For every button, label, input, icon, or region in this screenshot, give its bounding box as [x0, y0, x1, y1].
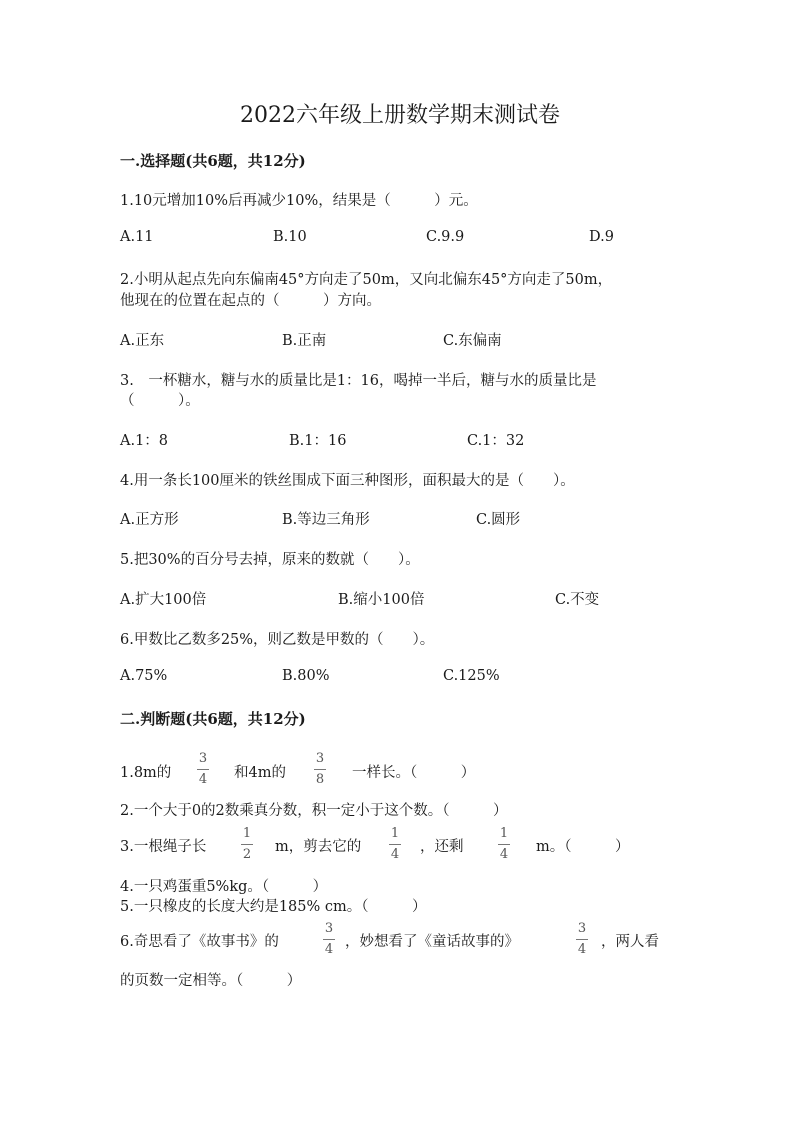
question-2-text-line2: 他现在的位置在起点的（ ）方向。 — [120, 293, 381, 309]
judge-1-text-c: 一样长。（ ） — [352, 765, 476, 781]
fraction-bar — [314, 769, 326, 770]
q1-option-d: D.9 — [589, 229, 614, 245]
judge-3-text-b: m，剪去它的 — [275, 839, 362, 855]
fraction-one-quarter — [386, 826, 404, 862]
fraction-denominator: 4 — [324, 942, 334, 957]
fraction-bar — [323, 939, 335, 940]
q3-option-a: A.1：8 — [120, 433, 169, 449]
q2-option-b: B.正南 — [282, 333, 327, 349]
q2-option-a: A.正东 — [120, 333, 165, 349]
fraction-numerator: 1 — [499, 826, 509, 841]
fraction-denominator: 4 — [198, 772, 208, 787]
q3-option-c: C.1：32 — [467, 433, 525, 449]
fraction-one-quarter — [495, 826, 513, 862]
fraction-bar — [241, 844, 253, 845]
section-heading-judgment: 二.判断题(共6题，共12分) — [120, 710, 306, 728]
judge-6-text-b: ，妙想看了《童话故事的》 — [345, 934, 519, 950]
q4-option-a: A.正方形 — [120, 512, 179, 528]
question-1-text: 1.10元增加10%后再减少10%，结果是（ ）元。 — [120, 193, 478, 209]
judge-3-text-c: ，还剩 — [420, 839, 464, 855]
q5-option-b: B.缩小100倍 — [338, 592, 425, 608]
question-3-text-line2: （ ）。 — [120, 393, 200, 409]
fraction-three-quarters — [573, 921, 591, 957]
judge-6-text-c: ，两人看 — [601, 934, 659, 950]
judge-4-text: 4.一只鸡蛋重5%kg。（ ） — [120, 879, 328, 895]
fraction-three-quarters — [320, 921, 338, 957]
fraction-numerator: 3 — [577, 921, 587, 936]
fraction-denominator: 2 — [242, 847, 252, 862]
q1-option-a: A.11 — [120, 229, 154, 245]
question-5-text: 5.把30%的百分号去掉，原来的数就（ ）。 — [120, 552, 420, 568]
q6-option-b: B.80% — [282, 668, 330, 684]
fraction-denominator: 4 — [577, 942, 587, 957]
q2-option-c: C.东偏南 — [443, 333, 502, 349]
q5-option-a: A.扩大100倍 — [120, 592, 207, 608]
fraction-three-eighths — [311, 751, 329, 787]
fraction-bar — [389, 844, 401, 845]
q5-option-c: C.不变 — [555, 592, 600, 608]
fraction-one-half — [238, 826, 256, 862]
fraction-bar — [498, 844, 510, 845]
fraction-bar — [197, 769, 209, 770]
q1-option-c: C.9.9 — [426, 229, 465, 245]
fraction-bar — [576, 939, 588, 940]
judge-6-text-a: 6.奇思看了《故事书》的 — [120, 934, 279, 950]
q1-option-b: B.10 — [273, 229, 307, 245]
fraction-denominator: 4 — [390, 847, 400, 862]
question-4-text: 4.用一条长100厘米的铁丝围成下面三种图形，面积最大的是（ ）。 — [120, 473, 575, 489]
fraction-numerator: 3 — [198, 751, 208, 766]
question-6-text: 6.甲数比乙数多25%，则乙数是甲数的（ ）。 — [120, 632, 435, 648]
q4-option-c: C.圆形 — [476, 512, 521, 528]
question-2-text-line1: 2.小明从起点先向东偏南45°方向走了50m，又向北偏东45°方向走了50m， — [120, 272, 613, 288]
judge-1-text-a: 1.8m的 — [120, 765, 172, 781]
fraction-numerator: 1 — [390, 826, 400, 841]
q3-option-b: B.1：16 — [289, 433, 347, 449]
q4-option-b: B.等边三角形 — [282, 512, 370, 528]
fraction-numerator: 3 — [315, 751, 325, 766]
judge-1-text-b: 和4m的 — [234, 765, 286, 781]
q6-option-a: A.75% — [120, 668, 168, 684]
judge-3-text-a: 3.一根绳子长 — [120, 839, 207, 855]
fraction-numerator: 1 — [242, 826, 252, 841]
judge-6-text-line2: 的页数一定相等。（ ） — [120, 973, 302, 989]
section-heading-choice: 一.选择题(共6题，共12分) — [120, 152, 306, 170]
fraction-numerator: 3 — [324, 921, 334, 936]
judge-5-text: 5.一只橡皮的长度大约是185% cm。（ ） — [120, 899, 427, 915]
fraction-denominator: 8 — [315, 772, 325, 787]
fraction-denominator: 4 — [499, 847, 509, 862]
question-3-text-line1: 3. 一杯糖水，糖与水的质量比是1：16，喝掉一半后，糖与水的质量比是 — [120, 373, 597, 389]
page-title: 2022六年级上册数学期末测试卷 — [240, 103, 560, 128]
fraction-three-quarters — [194, 751, 212, 787]
q6-option-c: C.125% — [443, 668, 500, 684]
judge-2-text: 2.一个大于0的2数乘真分数，积一定小于这个数。（ ） — [120, 803, 508, 819]
judge-3-text-d: m。（ ） — [536, 839, 630, 855]
